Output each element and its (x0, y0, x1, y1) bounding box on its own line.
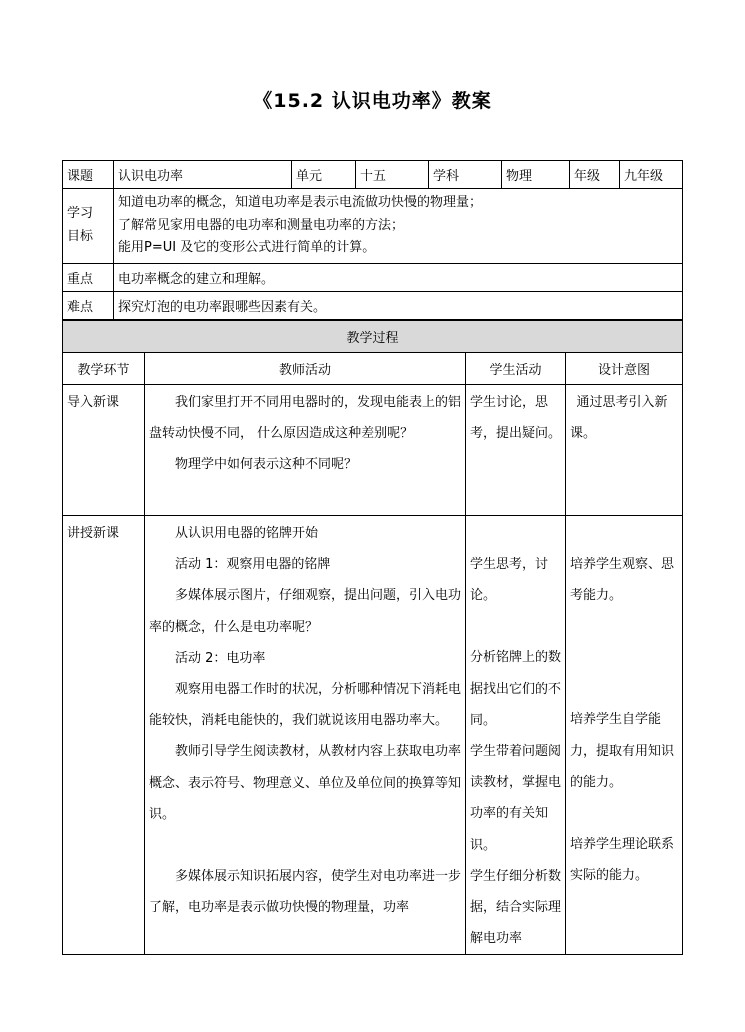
teacher-paragraph: 多媒体展示图片，仔细观察，提出问题，引入电功率的概念，什么是电功率呢？ (149, 588, 462, 635)
info-table (62, 160, 683, 320)
unit-value: 十五 (356, 161, 429, 189)
intent-paragraph: 培养学生观察、思考能力。 (570, 557, 675, 604)
student-paragraph: 学生带着问题阅读教材，掌握电功率的有关知识。 (470, 744, 562, 853)
grade-label: 年级 (570, 161, 620, 189)
intent-cell (566, 385, 683, 516)
course-row (63, 161, 683, 189)
teacher-activity-cell (145, 385, 466, 516)
process-heading: 教学过程 (63, 321, 683, 353)
key-row (63, 263, 683, 291)
course-value: 认识电功率 (114, 161, 292, 189)
teacher-paragraph: 活动 2：电功率 (175, 650, 266, 666)
difficulty-value: 探究灯泡的电功率跟哪些因素有关。 (114, 291, 683, 319)
teacher-paragraph: 从认识用电器的铭牌开始 (175, 526, 319, 541)
objectives-row (63, 189, 683, 264)
difficulty-row (63, 291, 683, 319)
student-activity-cell: 学生讨论，思考，提出疑问。 (466, 385, 566, 516)
objective-item: 能用P=UI 及它的变形公式进行简单的计算。 (118, 240, 376, 255)
student-paragraph: 分析铭牌上的数据找出它们的不同。 (470, 650, 562, 728)
column-header: 教师活动 (145, 353, 466, 385)
teacher-paragraph: 物理学中如何表示这种不同呢？ (175, 457, 358, 473)
process-table (62, 320, 683, 955)
student-activity-cell (466, 516, 566, 955)
column-header: 设计意图 (566, 353, 683, 385)
intent-paragraph: 通过思考引入新课。 (570, 395, 668, 442)
teacher-paragraph: 教师引导学生阅读教材，从教材内容上获取电功率概念、表示符号、物理意义、单位及单位间的换算等知识。 (149, 744, 462, 822)
teacher-paragraph: 我们家里打开不同用电器时的，发现电能表上的铝盘转动快慢不同， 什么原因造成这种差别呢？ (149, 395, 462, 442)
process-header-row (63, 353, 683, 385)
stage-cell: 讲授新课 (63, 516, 145, 955)
teacher-paragraph: 多媒体展示知识拓展内容，使学生对电功率进一步了解，电功率是表示做功快慢的物理量，功率 (149, 869, 462, 916)
subject-value: 物理 (502, 161, 570, 189)
student-paragraph: 学生仔细分析数据，结合实际理解电功率 (470, 868, 562, 947)
table-row-intro (63, 385, 683, 516)
teacher-paragraph: 活动 1：观察用电器的铭牌 (175, 557, 331, 573)
teacher-paragraph: 观察用电器工作时的状况，分析哪种情况下消耗电能较快，消耗电能快的，我们就说该用电器功率大。 (149, 682, 462, 729)
document-title: 《15.2 认识电功率》教案 (253, 90, 492, 112)
course-label: 课题 (63, 161, 114, 189)
teacher-activity-cell (145, 516, 466, 955)
objectives-content (114, 189, 683, 264)
table-row-teaching (63, 516, 683, 955)
unit-label: 单元 (292, 161, 356, 189)
key-value: 电功率概念的建立和理解。 (114, 263, 683, 291)
objectives-label-line2: 目标 (67, 228, 94, 244)
objectives-label-line1: 学习 (67, 206, 94, 222)
grade-value: 九年级 (620, 161, 683, 189)
intent-cell (566, 516, 683, 955)
column-header: 学生活动 (466, 353, 566, 385)
student-paragraph: 学生思考，讨论。 (470, 557, 549, 604)
difficulty-label: 难点 (63, 291, 114, 319)
intent-paragraph: 培养学生理论联系实际的能力。 (570, 837, 675, 884)
objective-item: 了解常见家用电器的电功率和测量电功率的方法； (118, 217, 405, 233)
intent-paragraph: 培养学生自学能力，提取有用知识的能力。 (570, 712, 675, 790)
objectives-label (63, 189, 114, 264)
key-label: 重点 (63, 263, 114, 291)
column-header: 教学环节 (63, 353, 145, 385)
subject-label: 学科 (429, 161, 502, 189)
objective-item: 知道电功率的概念，知道电功率是表示电流做功快慢的物理量； (118, 195, 483, 210)
stage-cell: 导入新课 (63, 385, 145, 516)
